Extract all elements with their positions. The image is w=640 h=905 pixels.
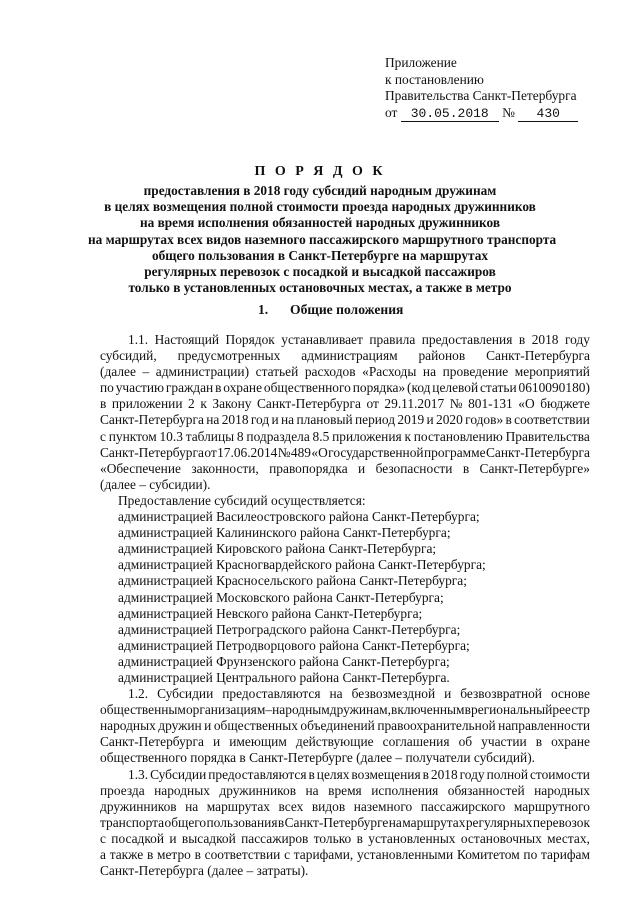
word: 1.2. <box>128 686 149 702</box>
word: безвозвратной <box>460 686 542 702</box>
subtitle-line: на время исполнения обязанностей народных дружинников <box>139 215 501 231</box>
word: приложения <box>332 428 402 444</box>
word: приложении <box>111 396 183 412</box>
word: основе <box>550 686 590 702</box>
word: от <box>204 444 217 460</box>
admin-list-item: администрацией Невского района Санкт-Петербурга; <box>118 605 423 621</box>
word: на <box>329 686 343 702</box>
word: и <box>204 718 212 734</box>
subtitle-line: регулярных перевозок с посадкой и высадкой пассажиров <box>144 264 496 280</box>
word: на <box>305 782 319 798</box>
word: обязанностей <box>447 782 525 798</box>
word: «О <box>311 444 328 460</box>
word: «Обеспечение <box>100 460 181 476</box>
paragraph-line <box>100 831 590 847</box>
word: участию <box>115 380 165 396</box>
word: годов» <box>465 412 504 428</box>
word: правоохранительной <box>377 718 496 734</box>
word: посадкой <box>111 830 165 846</box>
word: в <box>277 814 285 830</box>
word: на <box>422 364 437 380</box>
word: порядка» <box>352 380 406 396</box>
paragraph-line <box>100 815 590 831</box>
word: и <box>213 734 221 750</box>
appendix-block <box>385 55 615 122</box>
list-intro: Предоставление субсидий осуществляется: <box>118 492 366 508</box>
word: транспорта <box>100 814 165 830</box>
word: предоставляются <box>222 686 321 702</box>
subtitle-line: предоставления в 2018 году субсидий народным дружинам <box>143 183 497 198</box>
word: народных <box>100 718 156 734</box>
word: пассажирского <box>420 798 506 814</box>
word: в <box>194 847 201 862</box>
word: от <box>366 396 379 412</box>
word: «Расходы <box>362 364 417 380</box>
word: проведение <box>442 364 509 380</box>
word: возмещения <box>351 766 421 782</box>
word: правила <box>369 332 416 347</box>
word: таблицы <box>185 428 235 444</box>
word: маршрутах <box>206 798 270 814</box>
word: безвозмездной <box>351 686 436 702</box>
word: 2 <box>188 396 195 412</box>
paragraph-line <box>100 364 590 380</box>
word: в <box>422 766 429 782</box>
paragraph-line <box>100 847 590 863</box>
paragraph-line <box>100 396 590 412</box>
admin-list-item: администрацией Московского района Санкт-Петербурга; <box>118 589 444 605</box>
word: по <box>523 847 538 862</box>
word: 29.11.2017 <box>384 396 445 412</box>
admin-list-item: администрацией Василеостровского района Санкт-Петербурга; <box>118 509 480 525</box>
word: бюджете <box>540 396 590 412</box>
word: Санкт-Петербурге <box>284 814 389 830</box>
word: Комитетом <box>456 847 520 862</box>
word: мероприятий <box>514 364 590 380</box>
paragraph-line <box>100 429 590 445</box>
word: постановлению <box>413 428 503 444</box>
word: 801-131 <box>468 396 513 412</box>
word: перевозок <box>532 814 590 830</box>
word: дружинников <box>100 798 177 814</box>
word: 2018 <box>531 332 559 347</box>
word: метро <box>157 847 191 862</box>
paragraph-line <box>100 702 590 718</box>
word: целевой <box>432 380 479 396</box>
word: в <box>146 847 154 862</box>
word: тарифам <box>541 847 590 862</box>
word: на <box>185 798 199 814</box>
word: граждан <box>165 380 214 396</box>
word: народных <box>534 782 590 798</box>
word: пунктом <box>108 428 157 444</box>
word: 2018 <box>430 766 458 782</box>
word: и <box>169 830 177 846</box>
admin-list-item: администрацией Центрального района Санкт-Петербурга. <box>118 669 450 685</box>
word: а <box>100 847 106 862</box>
admin-list-item: администрацией Красногвардейского района Санкт-Петербурга; <box>118 557 486 573</box>
resolution-date: 30.05.2018 <box>401 107 499 122</box>
word: установленных <box>368 830 456 846</box>
word: целях <box>316 766 350 782</box>
subtitle-line: общего пользования в Санкт-Петербурге на маршрутах <box>151 247 489 263</box>
appendix-label: Приложение <box>385 55 457 70</box>
word: об <box>458 734 473 750</box>
word: пользования <box>206 814 278 830</box>
word: 2020 <box>436 412 463 428</box>
admin-list-item: администрацией Калининского района Санкт-Петербурга; <box>118 525 451 541</box>
word: году <box>564 332 590 347</box>
word: Санкт-Петербурга <box>485 444 590 460</box>
word: устанавливает <box>281 332 363 347</box>
word: время <box>328 782 362 798</box>
paragraph-line <box>100 734 590 750</box>
word: Санкт-Петербурга <box>100 444 204 460</box>
word: 0610090180) <box>518 380 590 396</box>
word: охране <box>223 380 263 396</box>
paragraph-line <box>100 767 590 783</box>
word: «О <box>518 396 535 412</box>
word: 8 <box>236 428 244 444</box>
word: (код <box>407 380 431 396</box>
word: местах, <box>547 830 590 846</box>
word: безопасности <box>375 460 453 476</box>
admin-list-item: администрацией Петроградского района Санкт-Петербурга; <box>118 621 461 637</box>
document-title: П О Р Я Д О К <box>254 164 386 179</box>
section-number: 1. <box>258 302 269 317</box>
paragraph-line <box>100 380 590 396</box>
word: в <box>464 702 471 718</box>
paragraph-line <box>100 799 590 815</box>
word: народных <box>154 782 210 798</box>
word: включенным <box>391 702 465 718</box>
word: 2018 <box>221 412 249 428</box>
word: объединений <box>300 718 375 734</box>
word: предусмотренных <box>177 348 281 364</box>
document-body <box>100 332 590 879</box>
word: полной <box>486 766 528 782</box>
word: стоимости <box>529 766 590 782</box>
admin-list-item: администрацией Красносельского района Санкт-Петербурга; <box>118 573 467 589</box>
word: участии <box>481 734 527 750</box>
word: Закону <box>212 396 252 412</box>
word: на <box>388 814 402 830</box>
word: в <box>100 396 107 412</box>
word: программе <box>423 444 486 460</box>
word: подраздела <box>246 428 310 444</box>
word: в <box>535 734 543 750</box>
word: общего <box>164 814 207 830</box>
word: 2019 <box>397 412 425 428</box>
word: Санкт-Петербурга <box>257 396 361 412</box>
word: правопорядка <box>269 460 348 476</box>
word: соответствии <box>204 847 281 862</box>
word: на <box>206 412 220 428</box>
word: дружинам, <box>329 702 391 718</box>
word: статьи <box>479 380 517 396</box>
word: и <box>358 460 366 476</box>
paragraph-line <box>100 445 590 461</box>
word: маршрутах <box>402 814 466 830</box>
word: Настоящий <box>154 332 220 347</box>
word: Субсидии <box>157 686 214 702</box>
word: субсидий, <box>100 348 157 364</box>
word: период <box>354 412 396 428</box>
word: расходов <box>304 364 356 380</box>
paragraph-line <box>100 718 590 734</box>
word: Порядок <box>225 332 275 347</box>
word: районов <box>418 348 466 364</box>
paragraph-line <box>100 461 590 477</box>
word: № <box>449 396 463 412</box>
word: дружин <box>158 718 202 734</box>
word: общественного <box>263 380 351 396</box>
admin-list-item: администрацией Фрунзенского района Санкт-Петербурга; <box>118 653 450 669</box>
word: законности, <box>191 460 259 476</box>
word: тарифами, <box>293 847 354 862</box>
word: установленными <box>356 847 454 862</box>
word: с <box>284 847 291 862</box>
word: в <box>215 380 222 396</box>
word: 1.1. <box>128 332 149 347</box>
word: – <box>265 702 273 718</box>
word: – <box>142 364 150 380</box>
paragraph-line <box>100 348 590 364</box>
subtitle-line: на маршрутах всех видов наземного пассажирского маршрутного транспорта <box>88 231 557 247</box>
paragraph-line <box>100 686 590 702</box>
word: организациям <box>185 702 266 718</box>
word: плановый <box>296 412 353 428</box>
date-prefix: от <box>385 104 398 120</box>
word: 489 <box>290 444 311 460</box>
admin-list-item: администрацией Кировского района Санкт-Петербурга; <box>118 541 437 557</box>
word: № <box>277 444 291 460</box>
word: в <box>518 332 526 347</box>
word: наземного <box>353 798 413 814</box>
number-sign: № <box>502 104 515 120</box>
word: на <box>281 412 295 428</box>
paragraph-line: общественного порядка в Санкт-Петербурге (далее – получатели субсидий). <box>100 750 536 766</box>
paragraph-line: (далее – субсидии). <box>100 476 211 492</box>
word: 8.5 <box>312 428 330 444</box>
subtitle-line: в целях возмещения полной стоимости проезда народных дружинников <box>104 199 536 215</box>
word: 17.06.2014 <box>217 444 278 460</box>
word: в <box>356 830 363 846</box>
word: предоставляются <box>208 766 307 782</box>
word: соглашения <box>382 734 450 750</box>
appendix-date-line <box>385 105 615 122</box>
word: Санкт-Петербурга <box>100 734 204 750</box>
word: статьей <box>255 364 299 380</box>
paragraph-line: Санкт-Петербурга (далее – затраты). <box>100 863 309 879</box>
word: 1.3. <box>128 766 149 782</box>
word: Санкт-Петербурге» <box>479 460 590 476</box>
word: региональный <box>471 702 553 718</box>
word: общественных <box>213 718 298 734</box>
paragraph-line <box>100 412 590 428</box>
section-heading <box>258 302 403 318</box>
word: государственной <box>328 444 424 460</box>
word: Санкт-Петербурга <box>100 412 204 428</box>
admin-list-item: администрацией Петродворцового района Санкт-Петербурга; <box>118 637 470 653</box>
document-subtitle <box>88 183 557 296</box>
word: год <box>250 412 270 428</box>
word: администрациям <box>301 348 398 364</box>
word: в <box>308 766 315 782</box>
word: всех <box>278 798 304 814</box>
word: действующие <box>295 734 374 750</box>
word: Санкт-Петербурга <box>486 348 590 364</box>
word: соответствии <box>514 412 590 428</box>
word: также <box>109 847 144 862</box>
word: в <box>505 412 512 428</box>
word: с <box>100 428 106 444</box>
word: с <box>100 830 106 846</box>
word: видов <box>311 798 346 814</box>
word: маршрутного <box>513 798 590 814</box>
word: дружинников <box>219 782 297 798</box>
paragraph-line <box>100 783 590 799</box>
word: регулярных <box>465 814 533 830</box>
word: Субсидии <box>150 766 207 782</box>
subtitle-line: только в установленных остановочных местах, а также в метро <box>128 280 512 296</box>
word: к <box>404 428 411 444</box>
word: народным <box>272 702 330 718</box>
section-title: Общие положения <box>290 302 404 317</box>
word: Правительства <box>505 428 590 444</box>
word: по <box>100 380 114 396</box>
word: (далее <box>100 364 136 380</box>
word: имеющим <box>229 734 287 750</box>
word: и <box>444 686 452 702</box>
word: и <box>271 412 279 428</box>
word: 10.3 <box>159 428 183 444</box>
word: реестр <box>552 702 590 718</box>
paragraph-line <box>100 332 590 348</box>
appendix-government: Правительства Санкт-Петербурга <box>385 88 577 103</box>
word: исполнения <box>371 782 439 798</box>
word: только <box>313 830 352 846</box>
word: в <box>462 460 470 476</box>
word: охране <box>551 734 590 750</box>
word: году <box>459 766 485 782</box>
word: к <box>200 396 207 412</box>
word: и <box>426 412 434 428</box>
word: пассажиров <box>241 830 309 846</box>
word: администрации) <box>155 364 250 380</box>
resolution-number: 430 <box>518 107 578 122</box>
word: высадкой <box>181 830 236 846</box>
word: остановочных <box>460 830 542 846</box>
word: направленности <box>498 718 590 734</box>
word: проезда <box>100 782 145 798</box>
word: общественным <box>100 702 186 718</box>
appendix-resolution-ref: к постановлению <box>385 71 484 87</box>
word: предоставления <box>421 332 513 347</box>
